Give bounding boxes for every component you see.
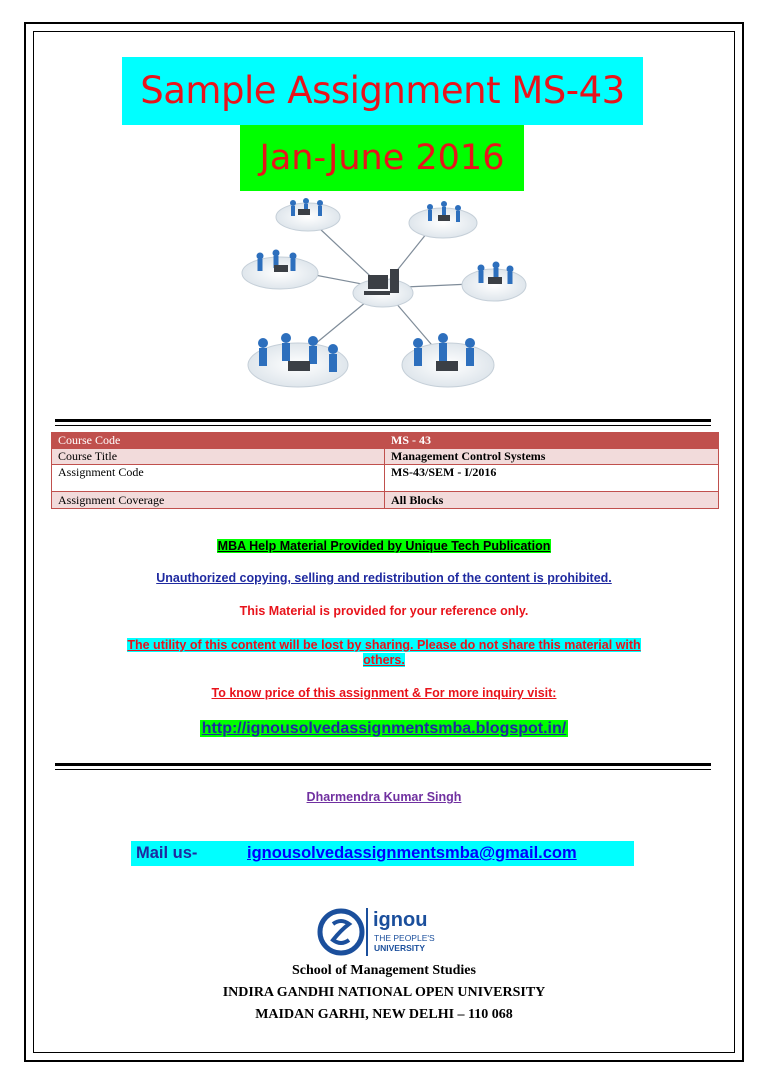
network-illustration — [238, 193, 528, 399]
sharing-notice-line-1 — [0, 638, 768, 652]
sharing-notice-part-1: The utility of this content will be lost by sharing. Please do not share this material with — [127, 638, 641, 652]
copyright-notice: Unauthorized copying, selling and redistribution of the content is prohibited. — [156, 571, 612, 585]
inquiry-notice-line — [0, 686, 768, 700]
footer-school: School of Management Studies — [292, 963, 476, 978]
mail-address-link[interactable]: ignousolvedassignmentsmba@gmail.com — [247, 844, 577, 862]
logo-brand: ignou — [373, 909, 428, 931]
table-cell-value: All Blocks — [385, 492, 719, 509]
title-line-2: Jan-June 2016 — [240, 125, 524, 191]
mail-label: Mail us- — [136, 844, 198, 862]
sharing-notice-part-2: others. — [363, 653, 405, 667]
ignou-logo — [316, 906, 452, 958]
table-cell-label: Assignment Code — [52, 465, 385, 492]
table-row — [52, 492, 719, 509]
blog-url-line — [0, 720, 768, 738]
author-name: Dharmendra Kumar Singh — [306, 790, 462, 804]
title-line-1: Sample Assignment MS-43 — [122, 57, 643, 125]
divider-top — [55, 419, 711, 426]
footer-address: MAIDAN GARHI, NEW DELHI – 110 068 — [255, 1007, 513, 1022]
sharing-notice-line-2 — [0, 653, 768, 667]
table-cell-value: MS-43/SEM - I/2016 — [385, 465, 719, 492]
copyright-notice-line — [0, 571, 768, 585]
help-notice: MBA Help Material Provided by Unique Tech Publication — [217, 539, 551, 553]
table-cell-label: Course Title — [52, 449, 385, 465]
table-cell-value: MS - 43 — [385, 433, 719, 449]
table-cell-label: Assignment Coverage — [52, 492, 385, 509]
table-cell-label: Course Code — [52, 433, 385, 449]
table-row — [52, 465, 719, 492]
reference-notice-line — [0, 604, 768, 618]
course-details-table — [51, 432, 719, 509]
blog-url-link[interactable]: http://ignousolvedassignmentsmba.blogspot.in/ — [201, 720, 567, 737]
mail-banner — [131, 841, 634, 866]
table-row — [52, 449, 719, 465]
author-line — [0, 790, 768, 804]
logo-tagline-2: UNIVERSITY — [374, 943, 426, 953]
table-cell-value: Management Control Systems — [385, 449, 719, 465]
reference-notice: This Material is provided for your reference only. — [239, 604, 529, 618]
divider-middle — [55, 763, 711, 770]
inquiry-notice: To know price of this assignment & For more inquiry visit: — [211, 686, 557, 700]
footer-university: INDIRA GANDHI NATIONAL OPEN UNIVERSITY — [222, 985, 546, 1000]
logo-tagline-1: THE PEOPLE'S — [374, 933, 435, 943]
help-notice-line — [0, 539, 768, 553]
table-row — [52, 433, 719, 449]
